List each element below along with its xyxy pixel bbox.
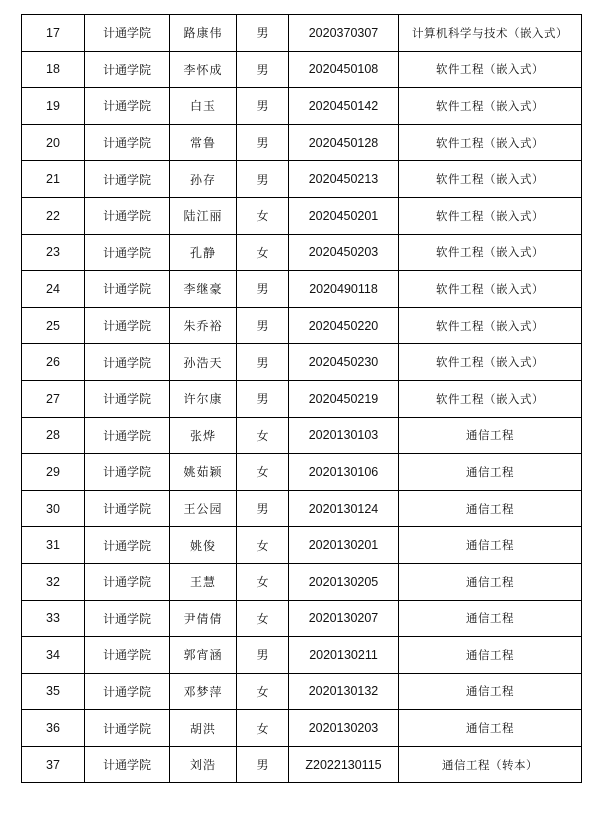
row-number-cell: 35 xyxy=(22,673,85,710)
gender-cell: 男 xyxy=(237,15,289,52)
student-name-cell: 孙存 xyxy=(170,161,237,198)
college-cell: 计通学院 xyxy=(85,197,170,234)
major-cell: 软件工程（嵌入式） xyxy=(399,124,582,161)
college-cell: 计通学院 xyxy=(85,746,170,783)
college-cell: 计通学院 xyxy=(85,271,170,308)
table-row xyxy=(22,51,582,88)
student-name-cell: 李怀成 xyxy=(170,51,237,88)
row-number-cell: 19 xyxy=(22,88,85,125)
student-id-cell: 2020450108 xyxy=(289,51,399,88)
student-name-cell: 姚茹颖 xyxy=(170,454,237,491)
student-id-cell: 2020450220 xyxy=(289,307,399,344)
college-cell: 计通学院 xyxy=(85,124,170,161)
student-id-cell: 2020450142 xyxy=(289,88,399,125)
table-row xyxy=(22,380,582,417)
student-name-cell: 邓梦萍 xyxy=(170,673,237,710)
student-roster-table xyxy=(21,14,582,783)
student-id-cell: 2020490118 xyxy=(289,271,399,308)
gender-cell: 男 xyxy=(237,637,289,674)
table-row xyxy=(22,307,582,344)
major-cell: 通信工程 xyxy=(399,710,582,747)
major-cell: 通信工程 xyxy=(399,600,582,637)
major-cell: 软件工程（嵌入式） xyxy=(399,307,582,344)
table-row xyxy=(22,161,582,198)
major-cell: 软件工程（嵌入式） xyxy=(399,161,582,198)
major-cell: 软件工程（嵌入式） xyxy=(399,271,582,308)
major-cell: 软件工程（嵌入式） xyxy=(399,51,582,88)
table-row xyxy=(22,197,582,234)
student-id-cell: 2020130124 xyxy=(289,490,399,527)
major-cell: 通信工程 xyxy=(399,673,582,710)
gender-cell: 男 xyxy=(237,380,289,417)
table-row xyxy=(22,124,582,161)
row-number-cell: 28 xyxy=(22,417,85,454)
college-cell: 计通学院 xyxy=(85,417,170,454)
table-row xyxy=(22,710,582,747)
college-cell: 计通学院 xyxy=(85,161,170,198)
student-id-cell: 2020450128 xyxy=(289,124,399,161)
gender-cell: 女 xyxy=(237,454,289,491)
student-name-cell: 王公园 xyxy=(170,490,237,527)
row-number-cell: 33 xyxy=(22,600,85,637)
student-id-cell: 2020130207 xyxy=(289,600,399,637)
roster-body xyxy=(22,15,582,783)
row-number-cell: 24 xyxy=(22,271,85,308)
table-row xyxy=(22,15,582,52)
college-cell: 计通学院 xyxy=(85,454,170,491)
row-number-cell: 29 xyxy=(22,454,85,491)
major-cell: 通信工程 xyxy=(399,563,582,600)
student-name-cell: 孔静 xyxy=(170,234,237,271)
student-id-cell: 2020450219 xyxy=(289,380,399,417)
college-cell: 计通学院 xyxy=(85,307,170,344)
row-number-cell: 18 xyxy=(22,51,85,88)
student-name-cell: 孙浩天 xyxy=(170,344,237,381)
student-id-cell: 2020450201 xyxy=(289,197,399,234)
student-name-cell: 常鲁 xyxy=(170,124,237,161)
college-cell: 计通学院 xyxy=(85,88,170,125)
student-name-cell: 王慧 xyxy=(170,563,237,600)
row-number-cell: 26 xyxy=(22,344,85,381)
gender-cell: 男 xyxy=(237,161,289,198)
student-name-cell: 胡洪 xyxy=(170,710,237,747)
table-row xyxy=(22,746,582,783)
major-cell: 通信工程 xyxy=(399,490,582,527)
table-row xyxy=(22,344,582,381)
college-cell: 计通学院 xyxy=(85,710,170,747)
college-cell: 计通学院 xyxy=(85,673,170,710)
row-number-cell: 34 xyxy=(22,637,85,674)
table-row xyxy=(22,454,582,491)
student-id-cell: Z2022130115 xyxy=(289,746,399,783)
table-row xyxy=(22,563,582,600)
college-cell: 计通学院 xyxy=(85,563,170,600)
student-id-cell: 2020130103 xyxy=(289,417,399,454)
major-cell: 软件工程（嵌入式） xyxy=(399,234,582,271)
student-id-cell: 2020450213 xyxy=(289,161,399,198)
table-row xyxy=(22,490,582,527)
student-id-cell: 2020130106 xyxy=(289,454,399,491)
gender-cell: 男 xyxy=(237,88,289,125)
student-name-cell: 郭宵涵 xyxy=(170,637,237,674)
gender-cell: 男 xyxy=(237,490,289,527)
gender-cell: 女 xyxy=(237,563,289,600)
college-cell: 计通学院 xyxy=(85,600,170,637)
college-cell: 计通学院 xyxy=(85,51,170,88)
gender-cell: 男 xyxy=(237,344,289,381)
major-cell: 软件工程（嵌入式） xyxy=(399,197,582,234)
student-name-cell: 张烨 xyxy=(170,417,237,454)
gender-cell: 女 xyxy=(237,527,289,564)
student-name-cell: 陆江丽 xyxy=(170,197,237,234)
gender-cell: 女 xyxy=(237,600,289,637)
student-id-cell: 2020130132 xyxy=(289,673,399,710)
row-number-cell: 21 xyxy=(22,161,85,198)
student-id-cell: 2020450203 xyxy=(289,234,399,271)
table-row xyxy=(22,673,582,710)
table-row xyxy=(22,417,582,454)
table-row xyxy=(22,271,582,308)
student-id-cell: 2020130201 xyxy=(289,527,399,564)
gender-cell: 女 xyxy=(237,710,289,747)
gender-cell: 女 xyxy=(237,234,289,271)
gender-cell: 女 xyxy=(237,197,289,234)
row-number-cell: 25 xyxy=(22,307,85,344)
table-row xyxy=(22,527,582,564)
major-cell: 软件工程（嵌入式） xyxy=(399,380,582,417)
table-row xyxy=(22,88,582,125)
major-cell: 通信工程 xyxy=(399,454,582,491)
student-name-cell: 姚俊 xyxy=(170,527,237,564)
row-number-cell: 30 xyxy=(22,490,85,527)
student-name-cell: 白玉 xyxy=(170,88,237,125)
gender-cell: 男 xyxy=(237,271,289,308)
major-cell: 软件工程（嵌入式） xyxy=(399,344,582,381)
row-number-cell: 22 xyxy=(22,197,85,234)
row-number-cell: 36 xyxy=(22,710,85,747)
student-name-cell: 刘浩 xyxy=(170,746,237,783)
student-name-cell: 朱乔裕 xyxy=(170,307,237,344)
college-cell: 计通学院 xyxy=(85,344,170,381)
college-cell: 计通学院 xyxy=(85,380,170,417)
row-number-cell: 23 xyxy=(22,234,85,271)
major-cell: 通信工程 xyxy=(399,527,582,564)
row-number-cell: 20 xyxy=(22,124,85,161)
student-id-cell: 2020130203 xyxy=(289,710,399,747)
college-cell: 计通学院 xyxy=(85,15,170,52)
row-number-cell: 27 xyxy=(22,380,85,417)
college-cell: 计通学院 xyxy=(85,637,170,674)
table-row xyxy=(22,600,582,637)
major-cell: 通信工程 xyxy=(399,417,582,454)
gender-cell: 女 xyxy=(237,673,289,710)
gender-cell: 男 xyxy=(237,746,289,783)
gender-cell: 男 xyxy=(237,51,289,88)
student-name-cell: 尹倩倩 xyxy=(170,600,237,637)
row-number-cell: 17 xyxy=(22,15,85,52)
student-id-cell: 2020370307 xyxy=(289,15,399,52)
major-cell: 软件工程（嵌入式） xyxy=(399,88,582,125)
major-cell: 通信工程（转本） xyxy=(399,746,582,783)
student-id-cell: 2020450230 xyxy=(289,344,399,381)
table-row xyxy=(22,637,582,674)
row-number-cell: 37 xyxy=(22,746,85,783)
major-cell: 通信工程 xyxy=(399,637,582,674)
student-id-cell: 2020130211 xyxy=(289,637,399,674)
row-number-cell: 32 xyxy=(22,563,85,600)
gender-cell: 女 xyxy=(237,417,289,454)
student-id-cell: 2020130205 xyxy=(289,563,399,600)
student-name-cell: 李继豪 xyxy=(170,271,237,308)
college-cell: 计通学院 xyxy=(85,234,170,271)
gender-cell: 男 xyxy=(237,307,289,344)
college-cell: 计通学院 xyxy=(85,527,170,564)
student-name-cell: 许尔康 xyxy=(170,380,237,417)
table-row xyxy=(22,234,582,271)
row-number-cell: 31 xyxy=(22,527,85,564)
gender-cell: 男 xyxy=(237,124,289,161)
major-cell: 计算机科学与技术（嵌入式） xyxy=(399,15,582,52)
college-cell: 计通学院 xyxy=(85,490,170,527)
student-name-cell: 路康伟 xyxy=(170,15,237,52)
